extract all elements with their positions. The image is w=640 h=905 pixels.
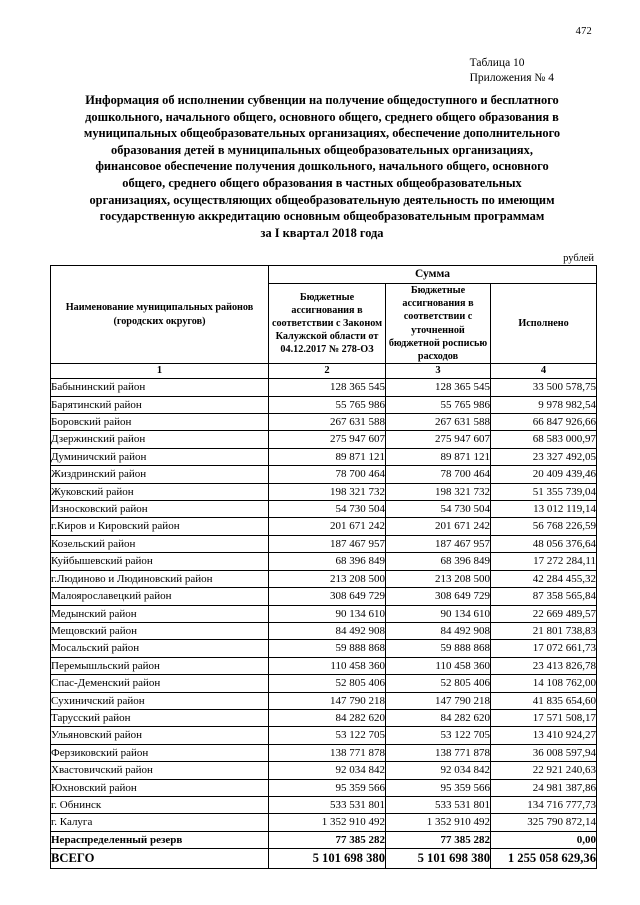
- cell-municipality-name: Дзержинский район: [51, 431, 269, 448]
- document-title: [52, 92, 592, 241]
- cell-allocations-updated: 59 888 868: [386, 640, 491, 657]
- cell-municipality-name: Бабынинский район: [51, 379, 269, 396]
- cell-executed: 23 413 826,78: [491, 657, 597, 674]
- header-municipality-name: Наименование муниципальных районов (городских округов): [51, 266, 269, 364]
- cell-executed: 17 571 508,17: [491, 709, 597, 726]
- units-label: рублей: [563, 253, 594, 264]
- cell-allocations-updated: 533 531 801: [386, 796, 491, 813]
- cell-allocations-updated: 147 790 218: [386, 692, 491, 709]
- cell-allocations-updated: 128 365 545: [386, 379, 491, 396]
- cell-allocations-law: 201 671 242: [269, 518, 386, 535]
- cell-allocations-updated: 308 649 729: [386, 588, 491, 605]
- cell-municipality-name: Думиничский район: [51, 448, 269, 465]
- cell-allocations-updated: 110 458 360: [386, 657, 491, 674]
- table-row: [51, 744, 597, 761]
- cell-executed: 48 056 376,64: [491, 535, 597, 552]
- cell-allocations-law: 138 771 878: [269, 744, 386, 761]
- cell-total-allocations-law: 5 101 698 380: [269, 849, 386, 869]
- cell-executed: 13 012 119,14: [491, 501, 597, 518]
- cell-municipality-name: Малоярославецкий район: [51, 588, 269, 605]
- table-head: [51, 266, 597, 379]
- cell-total-executed: 1 255 058 629,36: [491, 849, 597, 869]
- cell-executed: 23 327 492,05: [491, 448, 597, 465]
- cell-allocations-law: 77 385 282: [269, 831, 386, 848]
- table-row: [51, 518, 597, 535]
- cell-municipality-name: Медынский район: [51, 605, 269, 622]
- financial-table: [50, 265, 597, 869]
- table-row: [51, 466, 597, 483]
- cell-executed: 22 669 489,57: [491, 605, 597, 622]
- cell-executed: 42 284 455,32: [491, 570, 597, 587]
- cell-executed: 24 981 387,86: [491, 779, 597, 796]
- table-row: [51, 483, 597, 500]
- cell-executed: 13 410 924,27: [491, 727, 597, 744]
- cell-municipality-name: Барятинский район: [51, 396, 269, 413]
- cell-allocations-law: 53 122 705: [269, 727, 386, 744]
- cell-allocations-law: 147 790 218: [269, 692, 386, 709]
- cell-executed: 56 768 226,59: [491, 518, 597, 535]
- cell-municipality-name: г.Киров и Кировский район: [51, 518, 269, 535]
- header-budget-allocations-updated: Бюджетные ассигнования в соответствии с уточненной бюджетной росписью расходов: [386, 284, 491, 364]
- cell-municipality-name: г.Людиново и Людиновский район: [51, 570, 269, 587]
- cell-allocations-law: 213 208 500: [269, 570, 386, 587]
- cell-allocations-updated: 68 396 849: [386, 553, 491, 570]
- table-row: [51, 501, 597, 518]
- cell-allocations-law: 52 805 406: [269, 675, 386, 692]
- cell-allocations-updated: 77 385 282: [386, 831, 491, 848]
- cell-municipality-name: Спас-Деменский район: [51, 675, 269, 692]
- table-caption: [470, 56, 554, 86]
- cell-executed: 22 921 240,63: [491, 762, 597, 779]
- cell-executed: 33 500 578,75: [491, 379, 597, 396]
- header-executed: Исполнено: [491, 284, 597, 364]
- cell-executed: 325 790 872,14: [491, 814, 597, 831]
- table-row: [51, 831, 597, 848]
- document-title-line-4: образования детей в муниципальных общеобразовательных организациях,: [111, 142, 533, 157]
- cell-municipality-name: Износковский район: [51, 501, 269, 518]
- cell-allocations-updated: 1 352 910 492: [386, 814, 491, 831]
- document-title-line-5: финансовое обеспечение получения дошкольного, начального общего, основного: [95, 159, 549, 174]
- table-row: [51, 448, 597, 465]
- cell-allocations-law: 68 396 849: [269, 553, 386, 570]
- table-row: [51, 431, 597, 448]
- cell-executed: 66 847 926,66: [491, 414, 597, 431]
- table-caption-line-2: Приложения № 4: [469, 72, 554, 84]
- column-number-3: 3: [386, 364, 491, 379]
- cell-executed: 21 801 738,83: [491, 622, 597, 639]
- cell-executed: 51 355 739,04: [491, 483, 597, 500]
- cell-allocations-law: 128 365 545: [269, 379, 386, 396]
- table-row: [51, 379, 597, 396]
- table-column-number-row: [51, 364, 597, 379]
- cell-allocations-updated: 275 947 607: [386, 431, 491, 448]
- cell-allocations-law: 95 359 566: [269, 779, 386, 796]
- header-budget-allocations-law: Бюджетные ассигнования в соответствии с Законом Калужской области от 04.12.2017 № 278-ОЗ: [269, 284, 386, 364]
- table-row: [51, 779, 597, 796]
- cell-allocations-updated: 89 871 121: [386, 448, 491, 465]
- cell-municipality-name: Юхновский район: [51, 779, 269, 796]
- cell-allocations-law: 84 282 620: [269, 709, 386, 726]
- document-title-line-6: общего, среднего общего образования в частных общеобразовательных: [122, 175, 522, 190]
- cell-allocations-updated: 78 700 464: [386, 466, 491, 483]
- cell-allocations-law: 90 134 610: [269, 605, 386, 622]
- cell-allocations-law: 84 492 908: [269, 622, 386, 639]
- cell-executed: 20 409 439,46: [491, 466, 597, 483]
- document-title-line-3: муниципальных общеобразовательных организациях, обеспечение дополнительного: [83, 126, 561, 141]
- cell-municipality-name: Боровский район: [51, 414, 269, 431]
- cell-allocations-law: 89 871 121: [269, 448, 386, 465]
- cell-municipality-name: Жиздринский район: [51, 466, 269, 483]
- table-total-row: [51, 849, 597, 869]
- cell-municipality-name: Нераспределенный резерв: [51, 831, 269, 848]
- cell-allocations-law: 1 352 910 492: [269, 814, 386, 831]
- cell-total-label: ВСЕГО: [51, 849, 269, 869]
- cell-allocations-law: 54 730 504: [269, 501, 386, 518]
- cell-allocations-updated: 55 765 986: [386, 396, 491, 413]
- document-title-line-2: дошкольного, начального общего, основного общего, среднего общего образования в: [85, 109, 559, 124]
- cell-allocations-updated: 54 730 504: [386, 501, 491, 518]
- table-row: [51, 553, 597, 570]
- cell-municipality-name: Ульяновский район: [51, 727, 269, 744]
- cell-municipality-name: Перемышльский район: [51, 657, 269, 674]
- table-row: [51, 675, 597, 692]
- table-caption-line-1: Таблица 10: [469, 57, 525, 69]
- cell-allocations-updated: 84 492 908: [386, 622, 491, 639]
- column-number-2: 2: [269, 364, 386, 379]
- table-row: [51, 570, 597, 587]
- cell-municipality-name: г. Калуга: [51, 814, 269, 831]
- cell-municipality-name: Мосальский район: [51, 640, 269, 657]
- cell-executed: 14 108 762,00: [491, 675, 597, 692]
- column-number-4: 4: [491, 364, 597, 379]
- cell-allocations-updated: 138 771 878: [386, 744, 491, 761]
- table-row: [51, 727, 597, 744]
- cell-total-allocations-updated: 5 101 698 380: [386, 849, 491, 869]
- table-header-row-group: [51, 266, 597, 284]
- table-row: [51, 535, 597, 552]
- table-body: [51, 379, 597, 869]
- table-row: [51, 588, 597, 605]
- cell-allocations-updated: 198 321 732: [386, 483, 491, 500]
- cell-allocations-law: 267 631 588: [269, 414, 386, 431]
- cell-executed: 0,00: [491, 831, 597, 848]
- document-title-line-1: Информация об исполнении субвенции на получение общедоступного и бесплатного: [85, 93, 559, 107]
- document-title-line-7: организациях, осуществляющих общеобразовательную деятельность по имеющим: [89, 192, 555, 207]
- page-number: 472: [575, 26, 592, 37]
- cell-allocations-updated: 187 467 957: [386, 535, 491, 552]
- cell-municipality-name: Сухиничский район: [51, 692, 269, 709]
- cell-executed: 36 008 597,94: [491, 744, 597, 761]
- table-row: [51, 762, 597, 779]
- cell-municipality-name: Тарусский район: [51, 709, 269, 726]
- cell-allocations-updated: 213 208 500: [386, 570, 491, 587]
- cell-allocations-law: 110 458 360: [269, 657, 386, 674]
- cell-municipality-name: Хвастовичский район: [51, 762, 269, 779]
- table-row: [51, 814, 597, 831]
- header-group-sum: Сумма: [269, 266, 597, 284]
- cell-allocations-law: 59 888 868: [269, 640, 386, 657]
- cell-municipality-name: г. Обнинск: [51, 796, 269, 813]
- table-row: [51, 692, 597, 709]
- cell-allocations-updated: 90 134 610: [386, 605, 491, 622]
- cell-allocations-updated: 92 034 842: [386, 762, 491, 779]
- cell-allocations-law: 275 947 607: [269, 431, 386, 448]
- table-row: [51, 796, 597, 813]
- cell-executed: 9 978 982,54: [491, 396, 597, 413]
- cell-allocations-updated: 52 805 406: [386, 675, 491, 692]
- cell-municipality-name: Козельский район: [51, 535, 269, 552]
- cell-allocations-law: 308 649 729: [269, 588, 386, 605]
- document-title-line-8: государственную аккредитацию основным общеобразовательным программам: [99, 209, 545, 224]
- cell-allocations-law: 187 467 957: [269, 535, 386, 552]
- table-row: [51, 396, 597, 413]
- cell-executed: 41 835 654,60: [491, 692, 597, 709]
- cell-municipality-name: Ферзиковский район: [51, 744, 269, 761]
- table-row: [51, 622, 597, 639]
- financial-table-container: [50, 265, 596, 869]
- cell-allocations-law: 92 034 842: [269, 762, 386, 779]
- cell-executed: 134 716 777,73: [491, 796, 597, 813]
- cell-allocations-updated: 95 359 566: [386, 779, 491, 796]
- table-row: [51, 605, 597, 622]
- cell-allocations-updated: 53 122 705: [386, 727, 491, 744]
- cell-municipality-name: Мещовский район: [51, 622, 269, 639]
- cell-executed: 87 358 565,84: [491, 588, 597, 605]
- cell-allocations-updated: 201 671 242: [386, 518, 491, 535]
- cell-allocations-updated: 267 631 588: [386, 414, 491, 431]
- cell-municipality-name: Куйбышевский район: [51, 553, 269, 570]
- table-row: [51, 414, 597, 431]
- column-number-1: 1: [51, 364, 269, 379]
- cell-allocations-updated: 84 282 620: [386, 709, 491, 726]
- cell-executed: 17 272 284,11: [491, 553, 597, 570]
- table-row: [51, 640, 597, 657]
- cell-executed: 68 583 000,97: [491, 431, 597, 448]
- cell-allocations-law: 78 700 464: [269, 466, 386, 483]
- cell-municipality-name: Жуковский район: [51, 483, 269, 500]
- table-row: [51, 657, 597, 674]
- cell-allocations-law: 198 321 732: [269, 483, 386, 500]
- cell-allocations-law: 55 765 986: [269, 396, 386, 413]
- document-title-line-9: за I квартал 2018 года: [260, 225, 384, 240]
- table-row: [51, 709, 597, 726]
- cell-allocations-law: 533 531 801: [269, 796, 386, 813]
- cell-executed: 17 072 661,73: [491, 640, 597, 657]
